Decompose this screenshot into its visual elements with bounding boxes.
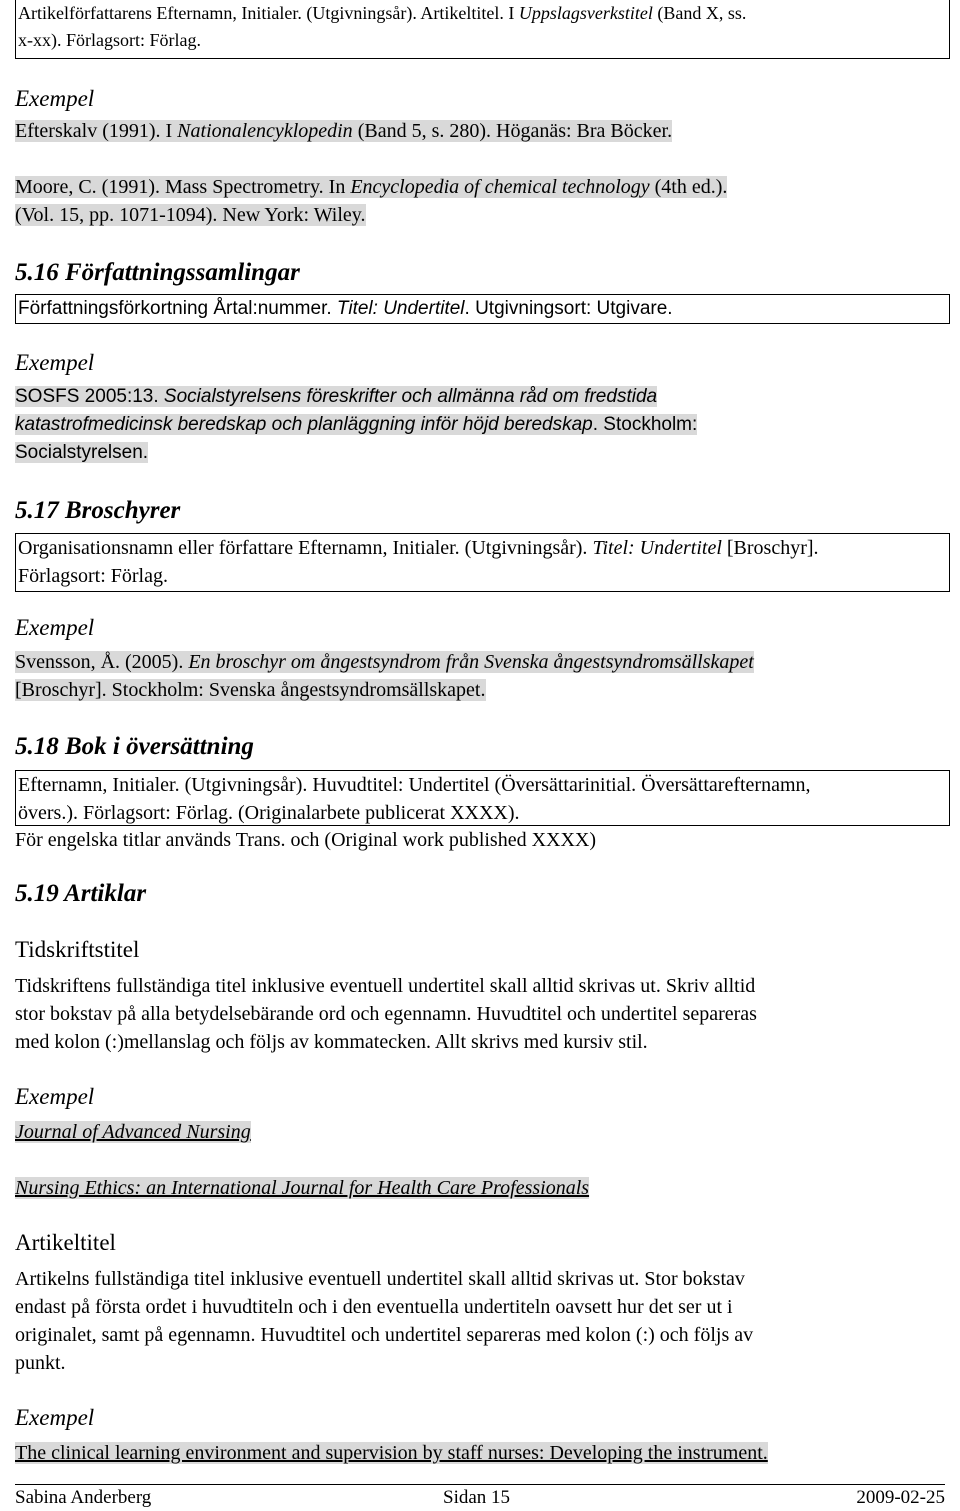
example-text: The clinical learning environment and supervision by staff nurses: Developing the instrument. [15, 1442, 768, 1464]
subheading-tidskriftstitel: Tidskriftstitel [15, 937, 140, 962]
example-text: . Stockholm: [592, 414, 698, 435]
example-text: Moore, C. (1991). Mass Spectrometry. In [15, 176, 351, 198]
example-italic: Encyclopedia of chemical technology [350, 176, 650, 198]
example-journal-title: Journal of Advanced Nursing [15, 1121, 251, 1143]
example-italic: Nationalencyklopedin [177, 120, 353, 142]
example-text: SOSFS 2005:13. [15, 386, 164, 407]
example-italic: katastrofmedicinsk beredskap och planläggning inför höjd beredskap [15, 414, 593, 435]
body-line: endast på första ordet i huvudtiteln och i den eventuella undertiteln oavsett hur det ser ut i [15, 1296, 733, 1318]
footer-author: Sabina Anderberg [15, 1487, 152, 1508]
format-text: Författningsförkortning Årtal:nummer. [18, 298, 337, 319]
format-text: (Band X, ss. [652, 3, 747, 23]
section-heading-5-19: 5.19 Artiklar [15, 880, 147, 907]
format-text: Förlagsort: Förlag. [18, 565, 168, 587]
example-text: [Broschyr]. Stockholm: Svenska ångestsyndromsällskapet. [15, 679, 486, 701]
example-label: Exempel [15, 615, 95, 640]
format-box-5-18 [15, 770, 950, 826]
format-italic: Uppslagsverkstitel [518, 3, 653, 23]
example-journal-1 [15, 1118, 950, 1146]
example-label: Exempel [15, 350, 95, 375]
example-italic: Socialstyrelsens föreskrifter och allmänna råd om fredstida [163, 386, 658, 407]
example-journal-2 [15, 1174, 950, 1202]
body-line: punkt. [15, 1352, 66, 1374]
format-box-encyclopedia [15, 0, 950, 59]
example-moore [15, 173, 950, 229]
translation-note: För engelska titlar används Trans. och (Original work published XXXX) [15, 829, 597, 851]
format-box-5-16 [15, 294, 950, 324]
body-line: stor bokstav på alla betydelsebärande ord och egennamn. Huvudtitel och undertitel separeras [15, 1003, 757, 1025]
body-line: Artikelns fullständiga titel inklusive eventuell undertitel skall alltid skrivas ut. Stor bokstav [15, 1268, 745, 1290]
body-line: med kolon (:)mellanslag och följs av kommatecken. Allt skrivs med kursiv stil. [15, 1031, 648, 1053]
journal-title-rules [15, 972, 950, 1056]
example-text: (4th ed.). [649, 176, 728, 198]
example-text: (Band 5, s. 280). Höganäs: Bra Böcker. [352, 120, 673, 142]
format-text: . Utgivningsort: Utgivare. [464, 298, 673, 319]
example-italic: En broschyr om ångestsyndrom från Svenska ångestsyndromsällskapet [188, 651, 754, 673]
example-text: Socialstyrelsen. [15, 442, 149, 463]
format-text: Artikelförfattarens Efternamn, Initialer. (Utgivningsår). Artikeltitel. I [18, 3, 519, 23]
example-label: Exempel [15, 86, 95, 111]
format-text: [Broschyr]. [721, 537, 819, 559]
example-text: Svensson, Å. (2005). [15, 651, 189, 673]
example-label: Exempel [15, 1405, 95, 1430]
example-text: Efterskalv (1991). I [15, 120, 178, 142]
footer-date: 2009-02-25 [856, 1487, 945, 1508]
format-italic: Titel: Undertitel [336, 298, 465, 319]
footer-page-number: Sidan 15 [443, 1487, 511, 1508]
example-journal-title: Nursing Ethics: an International Journal for Health Care Professionals [15, 1177, 590, 1199]
format-text: Organisationsnamn eller författare Efternamn, Initialer. (Utgivningsår). [18, 537, 593, 559]
example-text: (Vol. 15, pp. 1071-1094). New York: Wiley. [15, 204, 366, 226]
subheading-artikeltitel: Artikeltitel [15, 1230, 116, 1255]
section-heading-5-17: 5.17 Broschyrer [15, 497, 181, 524]
format-text: x-xx). Förlagsort: Förlag. [18, 30, 201, 50]
example-nationalencyklopedin [15, 117, 950, 145]
example-label: Exempel [15, 1084, 95, 1109]
example-sosfs [15, 383, 950, 467]
section-heading-5-16: 5.16 Författningssamlingar [15, 259, 300, 286]
example-svensson [15, 648, 950, 704]
format-text: Efternamn, Initialer. (Utgivningsår). Huvudtitel: Undertitel (Översättarinitial. Översättarefternamn, [18, 774, 811, 796]
section-heading-5-18: 5.18 Bok i översättning [15, 733, 254, 760]
example-article-title [15, 1439, 950, 1467]
format-box-5-17 [15, 533, 950, 592]
body-line: originalet, samt på egennamn. Huvudtitel och undertitel separeras med kolon (:) och följs av [15, 1324, 754, 1346]
page-footer [15, 1484, 945, 1511]
body-line: Tidskriftens fullständiga titel inklusive eventuell undertitel skall alltid skrivas ut. Skriv alltid [15, 975, 756, 997]
article-title-rules [15, 1265, 950, 1377]
format-text: övers.). Förlagsort: Förlag. (Originalarbete publicerat XXXX). [18, 802, 520, 824]
format-italic: Titel: Undertitel [592, 537, 722, 559]
